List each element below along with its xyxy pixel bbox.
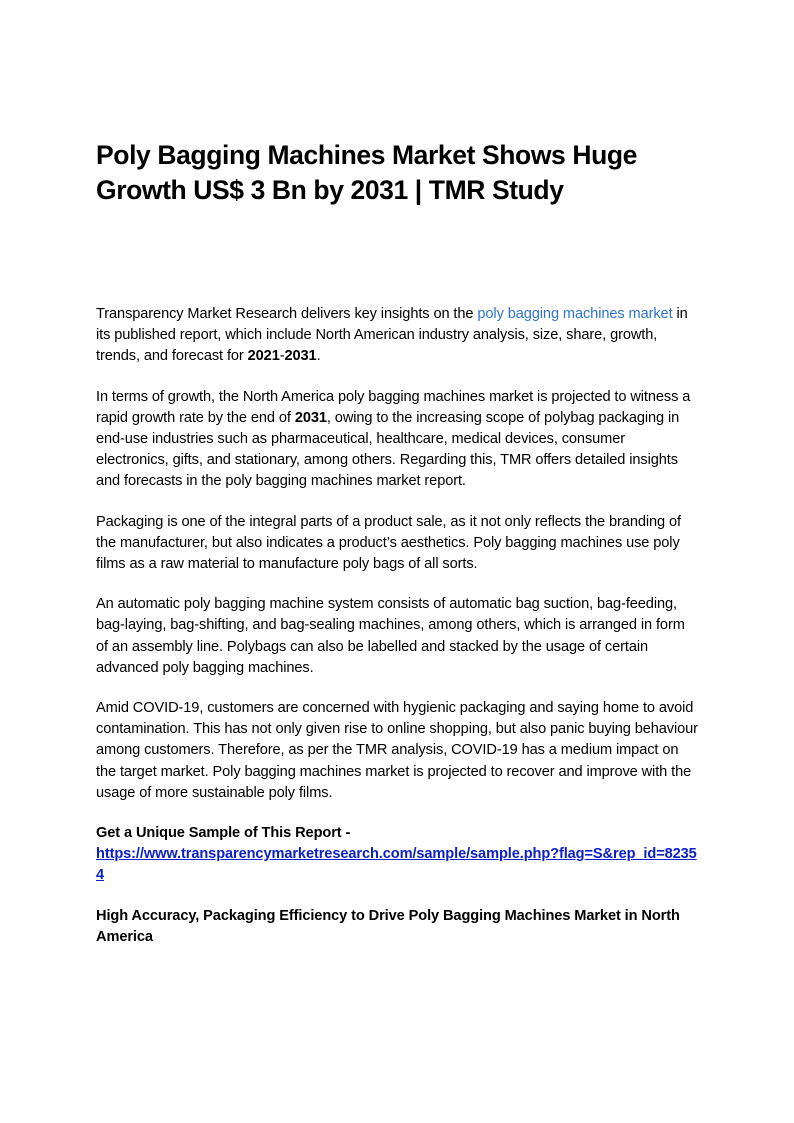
sample-request <box>96 823 700 887</box>
growth-paragraph <box>96 387 700 493</box>
intro-text-end: . <box>316 348 321 365</box>
intro-text-middle: in its published report, which include North American industry analysis, size, share, growth, trends, and forecast for <box>96 306 688 365</box>
year-range-dash: - <box>279 348 285 365</box>
automatic-system-paragraph: An automatic poly bagging machine system consists of automatic bag suction, bag-feeding, bag-laying, bag-shifting, and bag-sealing machines, among others, which is arranged in form of an assembly line. Polybags can also be labelled and stacked by the usage of certain advanced poly bagging machines. <box>96 596 685 676</box>
section-subheading: High Accuracy, Packaging Efficiency to Drive Poly Bagging Machines Market in North America <box>96 907 680 945</box>
sample-request-label: Get a Unique Sample of This Report - <box>96 825 351 842</box>
covid-paragraph: Amid COVID-19, customers are concerned with hygienic packaging and saying home to avoid contamination. This has not only given rise to online shopping, but also panic buying behaviour among customers. Therefore, as per the TMR analysis, COVID-19 has a medium impact on the target market. Poly bagging machines market is projected to recover and improve with the usage of more sustainable poly films. <box>96 700 698 801</box>
growth-year: 2031 <box>294 409 327 426</box>
sample-report-link[interactable]: https://www.transparencymarketresearch.com/sample/sample.php?flag=S&rep_id=82354 <box>96 846 697 884</box>
growth-text-end: , owing to the increasing scope of polybag packaging in end-use industries such as pharmaceutical, healthcare, medical devices, consumer electronics, gifts, and stationary, among others. Regarding this, TMR offers detailed insights and forecasts in the poly bagging machines market report. <box>96 409 680 490</box>
forecast-end-year: 2031 <box>284 348 317 365</box>
intro-paragraph <box>96 304 700 368</box>
document-title: Poly Bagging Machines Market Shows Huge Growth US$ 3 Bn by 2031 | TMR Study <box>96 140 638 205</box>
market-link[interactable]: poly bagging machines market <box>477 306 673 322</box>
packaging-paragraph: Packaging is one of the integral parts of a product sale, as it not only reflects the branding of the manufacturer, but also indicates a product’s aesthetics. Poly bagging machines use poly films as a raw material to manufacture poly bags of all sorts. <box>96 513 681 573</box>
forecast-start-year: 2021 <box>247 348 280 365</box>
intro-text-start: Transparency Market Research delivers key insights on the <box>96 306 478 322</box>
document-body <box>96 304 700 967</box>
growth-text-start: In terms of growth, the North America poly bagging machines market is projected to witness a rapid growth rate by the end of <box>96 388 691 426</box>
